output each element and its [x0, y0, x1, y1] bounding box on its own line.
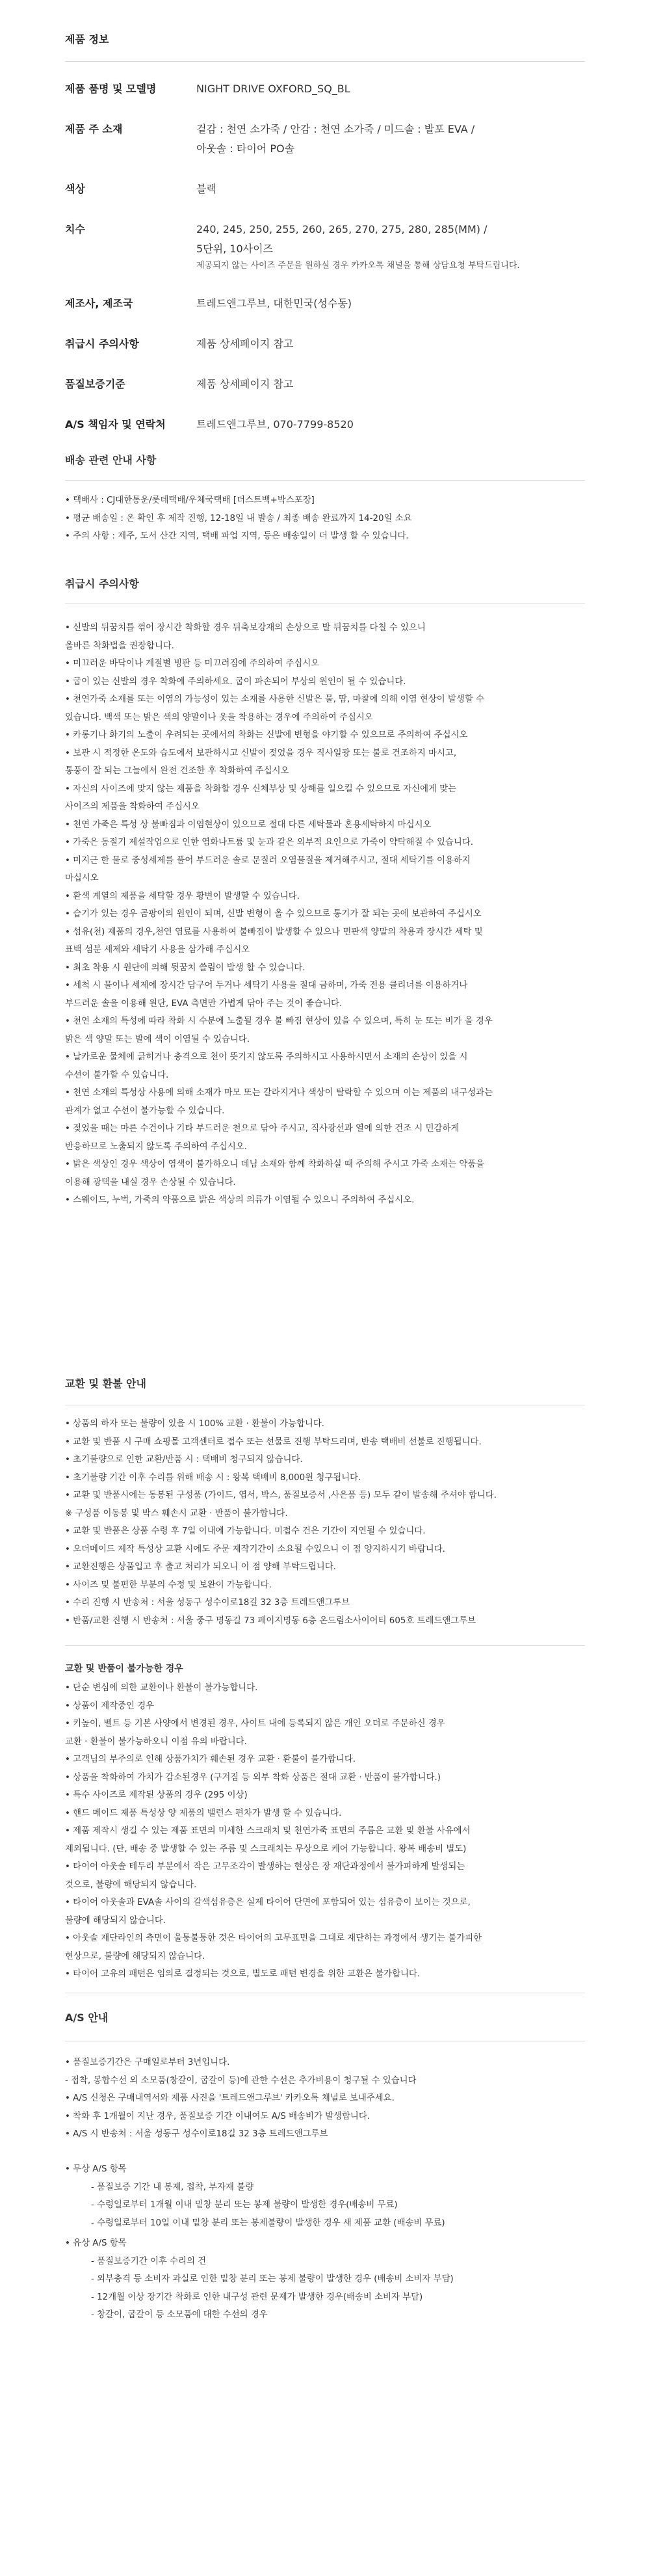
list-item: - 접착, 봉합수선 외 소모품(창갈이, 굽갈이 등)에 관한 수선은 추가비용이 청구될 수 있습니다 [65, 2075, 417, 2086]
list-item: 수선이 불가할 수 있습니다. [65, 1070, 169, 1080]
info-key: 취급시 주의사항 [65, 338, 139, 350]
list-item: • 교환 및 반품시에는 동봉된 구성품 (가이드, 엽서, 박스, 품질보증서 ,사은품 등) 모두 같이 발송해 주셔야 합니다. [65, 1491, 497, 1500]
info-value [196, 220, 520, 273]
list-item: • 품질보증기간은 구매일로부터 3년입니다. [65, 2058, 230, 2067]
list-item: • 환색 계열의 제품을 세탁할 경우 황변이 발생할 수 있습니다. [65, 891, 300, 901]
list-item: • 미끄러운 바닥이나 계절별 빙판 등 미끄러짐에 주의하여 주십시오 [65, 659, 320, 669]
info-key: 품질보증기준 [65, 378, 125, 390]
info-row-material [65, 120, 585, 159]
list-item: 부드러운 솔을 이용해 원단, EVA 측면만 가볍게 닦아 주는 것이 좋습니다. [65, 998, 343, 1009]
list-item: • 착화 후 1개월이 지난 경우, 품질보증 기간 이내여도 A/S 배송비가 발생합니다. [65, 2111, 370, 2121]
info-value-line: 아웃솔 : 타이어 PO솔 [196, 142, 295, 155]
list-item: ※ 구성품 이동봉 및 박스 훼손시 교환 · 반품이 불가합니다. [65, 1508, 288, 1519]
info-row-warranty [65, 375, 585, 394]
info-value: NIGHT DRIVE OXFORD_SQ_BL [196, 83, 350, 95]
list-item: • A/S 시 반송처 : 서울 성동구 성수이로18길 32 3층 트레드앤그루브 [65, 2129, 328, 2139]
section-title: 교환 및 환불 안내 [65, 1377, 146, 1390]
list-item: • 가죽은 동절기 제설작업으로 인한 염화나트륨 및 눈과 같은 외부적 요인으로 가죽이 약탁해질 수 있습니다. [65, 838, 473, 847]
info-value-line: 5단위, 10사이즈 [196, 243, 273, 255]
list-item: 관계가 없고 수선이 불가능할 수 있습니다. [65, 1106, 225, 1116]
info-value: 제품 상세페이지 참고 [196, 378, 294, 390]
list-item: • 타이어 고유의 패턴은 임의로 결정되는 것으로, 별도로 패턴 변경을 위한 교환은 불가합니다. [65, 1969, 421, 1979]
no-exchange-section [65, 1660, 585, 1678]
list-item: • 신발의 뒤꿈치를 꺾어 장시간 착화할 경우 뒤축보강재의 손상으로 발 뒤꿈치를 다칠 수 있으니 [65, 623, 426, 633]
as-list [65, 2054, 585, 2144]
list-item: • 초기불량 기간 이후 수리를 위해 배송 시 : 왕복 택배비 8,000원 청구됩니다. [65, 1472, 361, 1483]
as-free-section [65, 2160, 585, 2232]
list-item: • 상품을 착화하여 가치가 감소된경우 (구겨짐 등 외부 착화 상품은 절대 교환 · 반품이 불가합니다.) [65, 1772, 441, 1783]
shipping-section [65, 452, 585, 467]
info-key: 색상 [65, 183, 85, 195]
subsection-title: 교환 및 반품이 불가능한 경우 [65, 1664, 183, 1674]
section-title: 배송 관련 안내 사항 [65, 454, 157, 466]
as-paid-section [65, 2235, 585, 2324]
list-item: • 사이즈 및 불편한 부분의 수정 및 보완이 가능합니다. [65, 1580, 272, 1590]
info-value: 트레드앤그루브, 대한민국(성수동) [196, 297, 352, 310]
page-title: 제품 정보 [65, 33, 109, 46]
list-item: • 굽이 있는 신발의 경우 착화에 주의하세요. 굽이 파손되어 부상의 원인이 될 수 있습니다. [65, 676, 406, 687]
info-row-model [65, 79, 585, 99]
list-item: • 상품의 하자 또는 불량이 있을 시 100% 교환 · 환불이 가능합니다. [65, 1419, 325, 1429]
list-item: • 카롱기나 화기의 노출이 우려되는 곳에서의 착화는 신발에 변형을 야기할 수 있으므로 주의하여 주십시오 [65, 730, 468, 740]
list-item: 것으로, 불량에 해당되지 않습니다. [65, 1879, 197, 1890]
no-exchange-list [65, 1679, 585, 1984]
list-item: • 세척 시 물이나 세제에 장시간 담구어 두거나 세탁기 사용을 절대 금하며, 가죽 전용 클리너를 이용하거나 [65, 981, 468, 990]
list-item: • 평균 배송일 : 온 확인 후 제작 진행, 12-18일 내 발송 / 최종 배송 완료까지 14-20일 소요 [65, 513, 412, 524]
list-item: 불량에 해당되지 않습니다. [65, 1915, 166, 1926]
list-item: • 핸드 메이드 제품 특성상 양 제품의 밸런스 편차가 발생 할 수 있습니다. [65, 1808, 342, 1818]
list-item: • 오더메이드 제작 특성상 교환 시에도 주문 제작기간이 소요될 수있으니 이 점 양지하시기 바랍니다. [65, 1544, 445, 1554]
list-item: - 품질보증기간 이후 수리의 건 [91, 2256, 207, 2266]
info-row-care [65, 334, 585, 354]
list-item: 올바른 착화법을 권장합니다. [65, 641, 174, 651]
list-item: • 교환진행은 상품입고 후 출고 처리가 되오니 이 점 양해 부탁드립니다. [65, 1562, 336, 1572]
shipping-list [65, 492, 585, 546]
info-key: A/S 책임자 및 연락처 [65, 418, 166, 431]
as-section [65, 2010, 585, 2025]
list-item: • 스웨이드, 누벅, 가죽의 약품으로 밝은 색상의 의류가 이염될 수 있으니 주의하여 주십시오. [65, 1195, 415, 1205]
info-value [196, 120, 474, 159]
info-value: 트레드앤그루브, 070-7799-8520 [196, 418, 354, 431]
list-item: 있습니다. 백색 또는 밝은 색의 양말이나 옷을 착용하는 경우에 주의하여 주십시오 [65, 712, 373, 723]
list-item: 사이즈의 제품을 착화하여 주십시오 [65, 802, 200, 812]
list-item: • 밝은 색상인 경우 색상이 염색이 불가하오니 데님 소재와 함께 착화하실 때 주의해 주시고 가죽 소재는 약품을 [65, 1160, 485, 1169]
info-row-manufacturer [65, 294, 585, 313]
list-item: • 미지근 한 물로 중성세제를 풀어 부드러운 솔로 문질러 오염물질을 제거해주시고, 절대 세탁기를 이용하지 [65, 855, 471, 866]
as-free-title: • 무상 A/S 항목 [65, 2164, 127, 2174]
list-item: • 천연 가죽은 특성 상 불빠짐과 이염현상이 있으므로 절대 다른 세탁물과 혼용세탁하지 마십시오 [65, 819, 432, 830]
info-key: 제품 품명 및 모델명 [65, 83, 157, 95]
list-item: • 키높이, 벨트 등 기본 사양에서 변경된 경우, 사이트 내에 등록되지 않은 개인 오더로 주문하신 경우 [65, 1719, 445, 1729]
list-item: • 택배사 : CJ대한통운/롯데택배/우체국택배 [더스트백+박스포장] [65, 496, 315, 505]
care-section [65, 576, 585, 591]
list-item: 밝은 색 양말 또는 발에 색이 이염될 수 있습니다. [65, 1034, 250, 1044]
list-item: • 최초 착용 시 원단에 의해 뒷꿈치 쓸림이 발생 할 수 있습니다. [65, 963, 306, 973]
size-note: 제공되지 않는 사이즈 주문을 원하실 경우 카카오톡 채널을 통해 상담요청 부탁드립니다. [196, 261, 520, 271]
list-item: • 습기가 있는 경우 곰팡이의 원인이 되며, 신발 변형이 올 수 있으므로 통기가 잘 되는 곳에 보관하여 주십시오 [65, 909, 482, 919]
info-value: 블랙 [196, 183, 216, 195]
as-paid-title: • 유상 A/S 항목 [65, 2238, 127, 2248]
section-divider [65, 1645, 585, 1646]
list-item: 표백 섬분 세제와 세탁기 사용을 삼가해 주십시오 [65, 945, 250, 955]
list-item: • 아웃솔 재단라인의 측면이 울퉁불퉁한 것은 타이어의 고무표면을 그대로 재단하는 과정에서 생기는 불가피한 [65, 1933, 482, 1943]
care-list [65, 619, 585, 1210]
list-item: 제외됩니다. (단, 배송 중 발생할 수 있는 주름 및 스크래치는 무상으로 케어 가능합니다. 왕복 배송비 별도) [65, 1844, 467, 1854]
section-title: A/S 안내 [65, 2012, 109, 2024]
list-item: • A/S 신청은 구매내역서와 제품 사진을 '트레드앤그루브' 카카오톡 채널로 보내주세요. [65, 2093, 395, 2103]
list-item: - 12개월 이상 장기간 착화로 인한 내구성 관련 문제가 발생한 경우(배송비 소비자 부담) [91, 2292, 423, 2302]
list-item: • 반품/교환 진행 시 반송처 : 서울 중구 명동길 73 페이지명동 6층 온드림소사이어티 605호 트레드앤그루브 [65, 1615, 476, 1626]
list-item: • 보관 시 적정한 온도와 습도에서 보관하시고 신발이 젖었을 경우 직사일광 또는 불로 건조하지 마시고, [65, 748, 457, 758]
list-item: • 단순 변심에 의한 교환이나 환불이 불가능합니다. [65, 1683, 258, 1693]
info-key: 제조사, 제조국 [65, 297, 133, 310]
list-item: • 타이어 아웃솔 테두리 부분에서 작은 고무조각이 발생하는 현상은 장 재단과정에서 불가피하게 발생되는 [65, 1862, 465, 1872]
list-item: - 품질보증 기간 내 봉제, 접착, 부자재 불량 [91, 2182, 254, 2192]
info-row-as-contact [65, 415, 585, 434]
list-item: 교환 · 환불이 불가능하오니 이점 유의 바랍니다. [65, 1736, 247, 1747]
list-item: • 고객님의 부주의로 인해 상품가치가 훼손된 경우 교환 · 환불이 불가합니다. [65, 1755, 356, 1764]
list-item: • 특수 사이즈로 제작된 상품의 경우 (295 이상) [65, 1790, 248, 1800]
list-item: • 천연 소재의 특성상 사용에 의해 소재가 마모 또는 갈라지거나 색상이 탈락할 수 있으며 이는 제품의 내구성과는 [65, 1088, 493, 1098]
section-title: 취급시 주의사항 [65, 578, 139, 590]
list-item: • 주의 사항 : 제주, 도서 산간 지역, 택배 파업 지역, 등은 배송일이 더 발생 할 수 있습니다. [65, 531, 409, 541]
list-item: - 수령일로부터 1개월 이내 밑창 분리 또는 봉제 불량이 발생한 경우(배송비 무료) [91, 2200, 398, 2210]
info-table [65, 79, 585, 455]
list-item: • 천연가죽 소재를 또는 이염의 가능성이 있는 소재를 사용한 신발은 물, 땀, 마찰에 의해 이염 현상이 발생할 수 [65, 695, 484, 704]
section-divider [65, 480, 585, 481]
info-value-line: 240, 245, 250, 255, 260, 265, 270, 275, 280, 285(MM) / [196, 223, 488, 235]
list-item: 반응하므로 노출되지 않도록 주의하여 주십시오. [65, 1141, 247, 1152]
list-item: - 창갈이, 굽갈이 등 소모품에 대한 수선의 경우 [91, 2310, 268, 2320]
info-value: 제품 상세페이지 참고 [196, 338, 294, 350]
list-item: • 날카로운 물체에 긁히거나 충격으로 천이 뜻기지 않도록 주의하시고 사용하시면서 소재의 손상이 있을 시 [65, 1052, 468, 1062]
list-item: • 교환 및 반품 시 구매 쇼핑몰 고객센터로 접수 또는 선물로 진행 부탁드리며, 반송 택배비 선불로 진행됩니다. [65, 1437, 482, 1447]
list-item: - 수령일로부터 10일 이내 밑창 분리 또는 봉제불량이 발생한 경우 새 제품 교환 (배송비 무료) [91, 2218, 445, 2228]
list-item: 현상으로, 불량에 해당되지 않습니다. [65, 1951, 205, 1961]
list-item: • 섬유(천) 제품의 경우,천연 염료를 사용하여 불빠짐이 발생할 수 있으나 면판색 양말의 착용과 장시간 세탁 및 [65, 927, 483, 937]
info-row-size [65, 220, 585, 273]
list-item: 통풍이 잘 되는 그늘에서 완전 건조한 후 착화하여 주십시오 [65, 766, 289, 776]
list-item: • 수리 진행 시 반송처 : 서울 성동구 성수이로18길 32 3층 트레드앤그루브 [65, 1598, 350, 1608]
list-item: • 초기불량으로 인한 교환/반품 시 : 택배비 청구되지 않습니다. [65, 1455, 303, 1465]
list-item: • 천연 소재의 특성에 따라 착화 시 수분에 노출될 경우 불 빠짐 현상이 있을 수 있으며, 특히 눈 또는 비가 올 경우 [65, 1016, 493, 1026]
exchange-list [65, 1415, 585, 1630]
list-item: • 젖었을 때는 마른 수건이나 기타 부드러운 천으로 닦아 주시고, 직사광선과 열에 의한 건조 시 민감하게 [65, 1124, 460, 1134]
info-row-color [65, 179, 585, 199]
top-divider [65, 61, 585, 62]
list-item: • 타이어 아웃솔과 EVA솔 사이의 갈색섬유층은 실제 타이어 단면에 포함되어 있는 섬유층이 보이는 것으로, [65, 1898, 471, 1907]
info-key: 치수 [65, 223, 85, 235]
list-item: • 제품 제작시 생길 수 있는 제품 표면의 미세한 스크래치 및 천연가죽 표면의 주름은 교환 및 환불 사유에서 [65, 1826, 471, 1836]
exchange-section [65, 1375, 585, 1390]
list-item: • 상품이 제작중인 경우 [65, 1701, 155, 1711]
list-item: • 자신의 사이즈에 맞지 않는 제품을 착화할 경우 신체부상 및 상해를 일으킬 수 있으므로 자신에게 맞는 [65, 784, 457, 794]
list-item: 이용해 광택을 내실 경우 손상될 수 있습니다. [65, 1177, 236, 1188]
list-item: 마십시오 [65, 873, 99, 883]
info-key: 제품 주 소재 [65, 123, 123, 135]
info-value-line: 겉감 : 천연 소가죽 / 안감 : 천연 소가죽 / 미드솔 : 발포 EVA / [196, 123, 475, 135]
list-item: - 외부충격 등 소비자 과실로 인한 밑창 분리 또는 봉제 불량이 발생한 경우 (배송비 소비자 부담) [91, 2274, 454, 2284]
list-item: • 교환 및 반품은 상품 수령 후 7일 이내에 가능합니다. 미접수 건은 기간이 지연될 수 있습니다. [65, 1526, 426, 1536]
